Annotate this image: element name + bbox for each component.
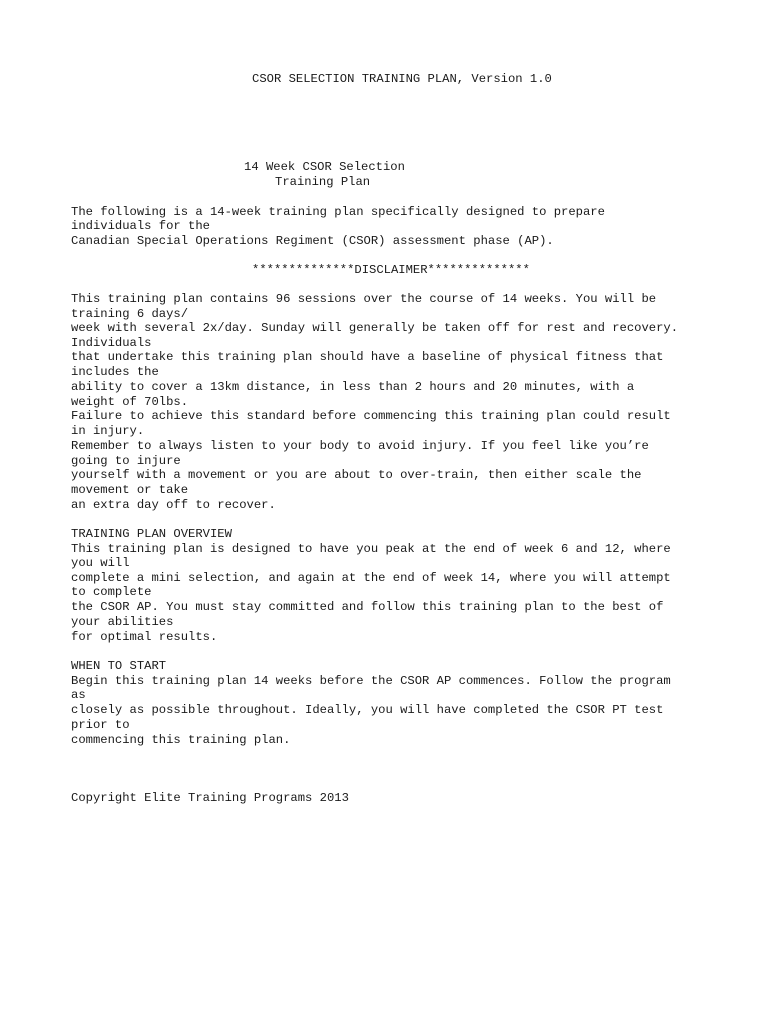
disclaimer-line: an extra day off to recover. <box>71 498 276 512</box>
doc-title-line-1: 14 Week CSOR Selection <box>244 160 405 174</box>
doc-title-line-2: Training Plan <box>275 175 371 189</box>
disclaimer-line: yourself with a movement or you are about to over-train, then either scale the <box>71 468 642 482</box>
disclaimer-line: includes the <box>71 365 159 379</box>
header-title: CSOR SELECTION TRAINING PLAN, Version 1.0 <box>252 72 552 86</box>
when-to-start-line: closely as possible throughout. Ideally, you will have completed the CSOR PT test <box>71 703 664 717</box>
when-to-start-heading: WHEN TO START <box>71 659 167 673</box>
disclaimer-line: ability to cover a 13km distance, in less than 2 hours and 20 minutes, with a <box>71 380 635 394</box>
disclaimer-line: This training plan contains 96 sessions over the course of 14 weeks. You will be <box>71 292 657 306</box>
overview-line: complete a mini selection, and again at the end of week 14, where you will attempt <box>71 571 671 585</box>
intro-line: Canadian Special Operations Regiment (CSOR) assessment phase (AP). <box>71 234 554 248</box>
when-to-start-line: Begin this training plan 14 weeks before the CSOR AP commences. Follow the program <box>71 674 671 688</box>
when-to-start-line: as <box>71 688 86 702</box>
intro-line: individuals for the <box>71 219 210 233</box>
disclaimer-heading: **************DISCLAIMER************** <box>252 263 530 277</box>
when-to-start-line: commencing this training plan. <box>71 733 291 747</box>
disclaimer-line: Individuals <box>71 336 152 350</box>
overview-line: This training plan is designed to have you peak at the end of week 6 and 12, where <box>71 542 671 556</box>
disclaimer-line: weight of 70lbs. <box>71 395 189 409</box>
overview-heading: TRAINING PLAN OVERVIEW <box>71 527 232 541</box>
disclaimer-line: week with several 2x/day. Sunday will generally be taken off for rest and recovery. <box>71 321 679 335</box>
overview-line: to complete <box>71 585 152 599</box>
disclaimer-line: Remember to always listen to your body to avoid injury. If you feel like you’re <box>71 439 649 453</box>
disclaimer-line: that undertake this training plan should have a baseline of physical fitness that <box>71 350 664 364</box>
when-to-start-line: prior to <box>71 718 130 732</box>
overview-line: you will <box>71 556 130 570</box>
intro-line: The following is a 14-week training plan specifically designed to prepare <box>71 205 605 219</box>
disclaimer-line: movement or take <box>71 483 189 497</box>
copyright-notice: Copyright Elite Training Programs 2013 <box>71 791 349 805</box>
disclaimer-line: Failure to achieve this standard before commencing this training plan could result <box>71 409 671 423</box>
disclaimer-line: in injury. <box>71 424 145 438</box>
disclaimer-line: going to injure <box>71 454 181 468</box>
overview-line: your abilities <box>71 615 174 629</box>
overview-line: for optimal results. <box>71 630 218 644</box>
overview-line: the CSOR AP. You must stay committed and follow this training plan to the best of <box>71 600 664 614</box>
disclaimer-line: training 6 days/ <box>71 307 189 321</box>
